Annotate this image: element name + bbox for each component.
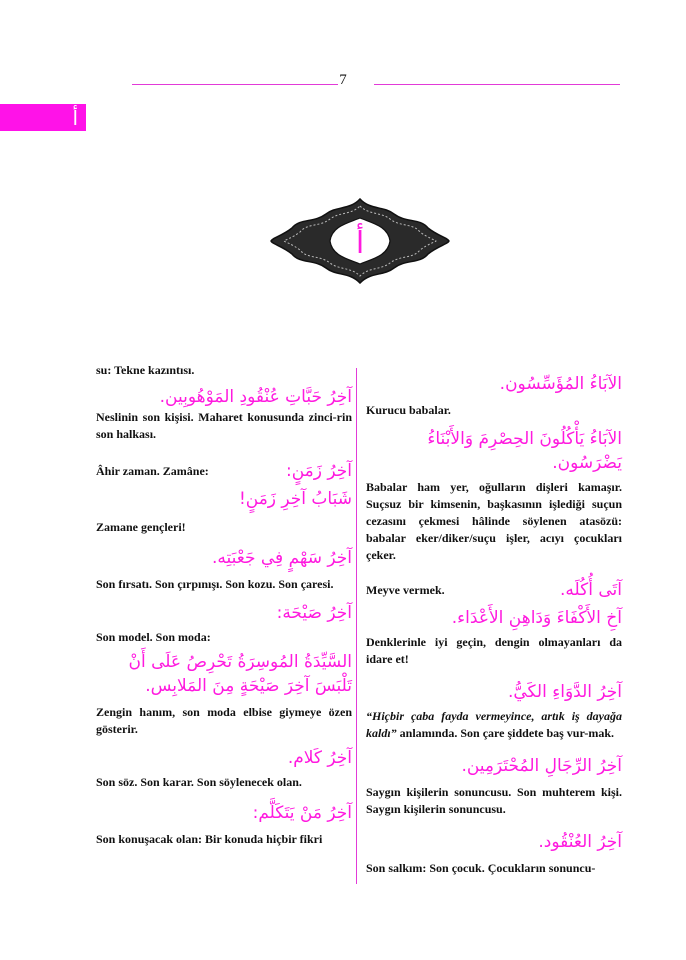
arabic-entry: آخِرُ سَهْمٍ فِي جَعْبَتِه. [211, 548, 352, 568]
entry-translation: su: Tekne kazıntısı. [96, 363, 195, 377]
arabic-entry: الآبَاءُ يَأْكُلُونَ الحِصْرِمَ وَالأَبْنَاءُ يَضْرَسُون. [427, 429, 622, 473]
right-column [366, 372, 622, 877]
arabic-entry: شَبَابُ آخِرِ زَمَنٍ! [238, 489, 352, 509]
arabic-entry: آخِرُ الدَّوَاءِ الكَيُّ. [507, 682, 622, 702]
column-divider [356, 368, 357, 884]
arabic-entry: آخِرُ الرِّجَالِ المُحْتَرَمِين. [461, 756, 622, 776]
entry-translation: Âhir zaman. Zamâne: [96, 463, 209, 478]
header-rule-right [374, 84, 620, 85]
arabic-entry: آخِرُ صَيْحَة: [276, 603, 352, 623]
arabic-entry: الآبَاءُ المُؤَسِّسُون. [499, 374, 622, 394]
entry-translation: Saygın kişilerin sonuncusu. Son muhterem kişi. Saygın kişilerin sonuncusu. [366, 785, 622, 816]
entry-translation: Zengin hanım, son moda elbise giymeye özen gösterir. [96, 705, 352, 736]
arabic-entry: آخِرُ حَبَّاتِ عُنْقُودِ المَوْهُوبِين. [159, 387, 352, 407]
entry-translation: Zamane gençleri! [96, 520, 186, 534]
entry-translation: Son fırsatı. Son çırpınışı. Son kozu. Son çaresi. [96, 577, 334, 591]
entry-translation: Son söz. Son karar. Son söylenecek olan. [96, 775, 302, 789]
page-number: 7 [339, 72, 347, 88]
chapter-ornament [268, 196, 452, 286]
arabic-entry: آخِرُ كَلام. [287, 748, 352, 768]
arabic-entry: آخِرُ العُنْقُود. [538, 832, 622, 852]
entry-translation-rest: anlamında. Son çare şiddete baş vur-mak. [396, 726, 615, 740]
entry-translation: Neslinin son kişisi. Maharet konusunda zinci-rin son halkası. [96, 410, 352, 441]
arabic-entry: آتَى أُكُلَه. [560, 580, 622, 600]
arabic-entry: آخِ الأَكْفَاءَ وَدَاهِنِ الأَعْدَاء. [451, 608, 622, 628]
left-column [96, 362, 352, 848]
entry-translation: Babalar ham yer, oğulların dişleri kamaşır. Suçsuz bir kimsenin, başkasının işlediği suçun cezasını çekmesi hâlinde söylenen atasözü: babalar eker/diker/suçu işler, acıyı çocukları çeker. [366, 480, 622, 562]
entry-translation: Son konuşacak olan: Bir konuda hiçbir fikri [96, 832, 323, 846]
arabic-entry: آخِرُ مَنْ يَتَكَلَّم: [252, 803, 352, 823]
entry-translation [366, 708, 622, 742]
entry-inline [366, 578, 622, 602]
entry-translation: Son model. Son moda: [96, 630, 211, 644]
entry-inline [96, 459, 352, 483]
arabic-entry: السَّيِّدَةُ المُوسِرَةُ تَحْرِصُ عَلَى أَنْ تَلْبَسَ آخِرَ صَيْحَةٍ مِنَ المَلابِس. [128, 652, 352, 696]
ornament-letter: أ [355, 226, 365, 261]
section-letter: أ [72, 105, 78, 130]
entry-translation: Son salkım: Son çocuk. Çocukların sonuncu- [366, 861, 596, 875]
entry-translation: Denklerinle iyi geçin, dengin olmayanları da idare et! [366, 635, 622, 666]
entry-translation: Meyve vermek. [366, 582, 445, 597]
entry-translation-quote: “Hiçbir çaba fayda vermeyince, artık iş dayağa kaldı” [366, 709, 622, 740]
arabic-entry: آخِرُ زَمَنٍ: [286, 461, 352, 481]
entry-translation: Kurucu babalar. [366, 403, 451, 417]
section-letter-tab [0, 104, 86, 131]
